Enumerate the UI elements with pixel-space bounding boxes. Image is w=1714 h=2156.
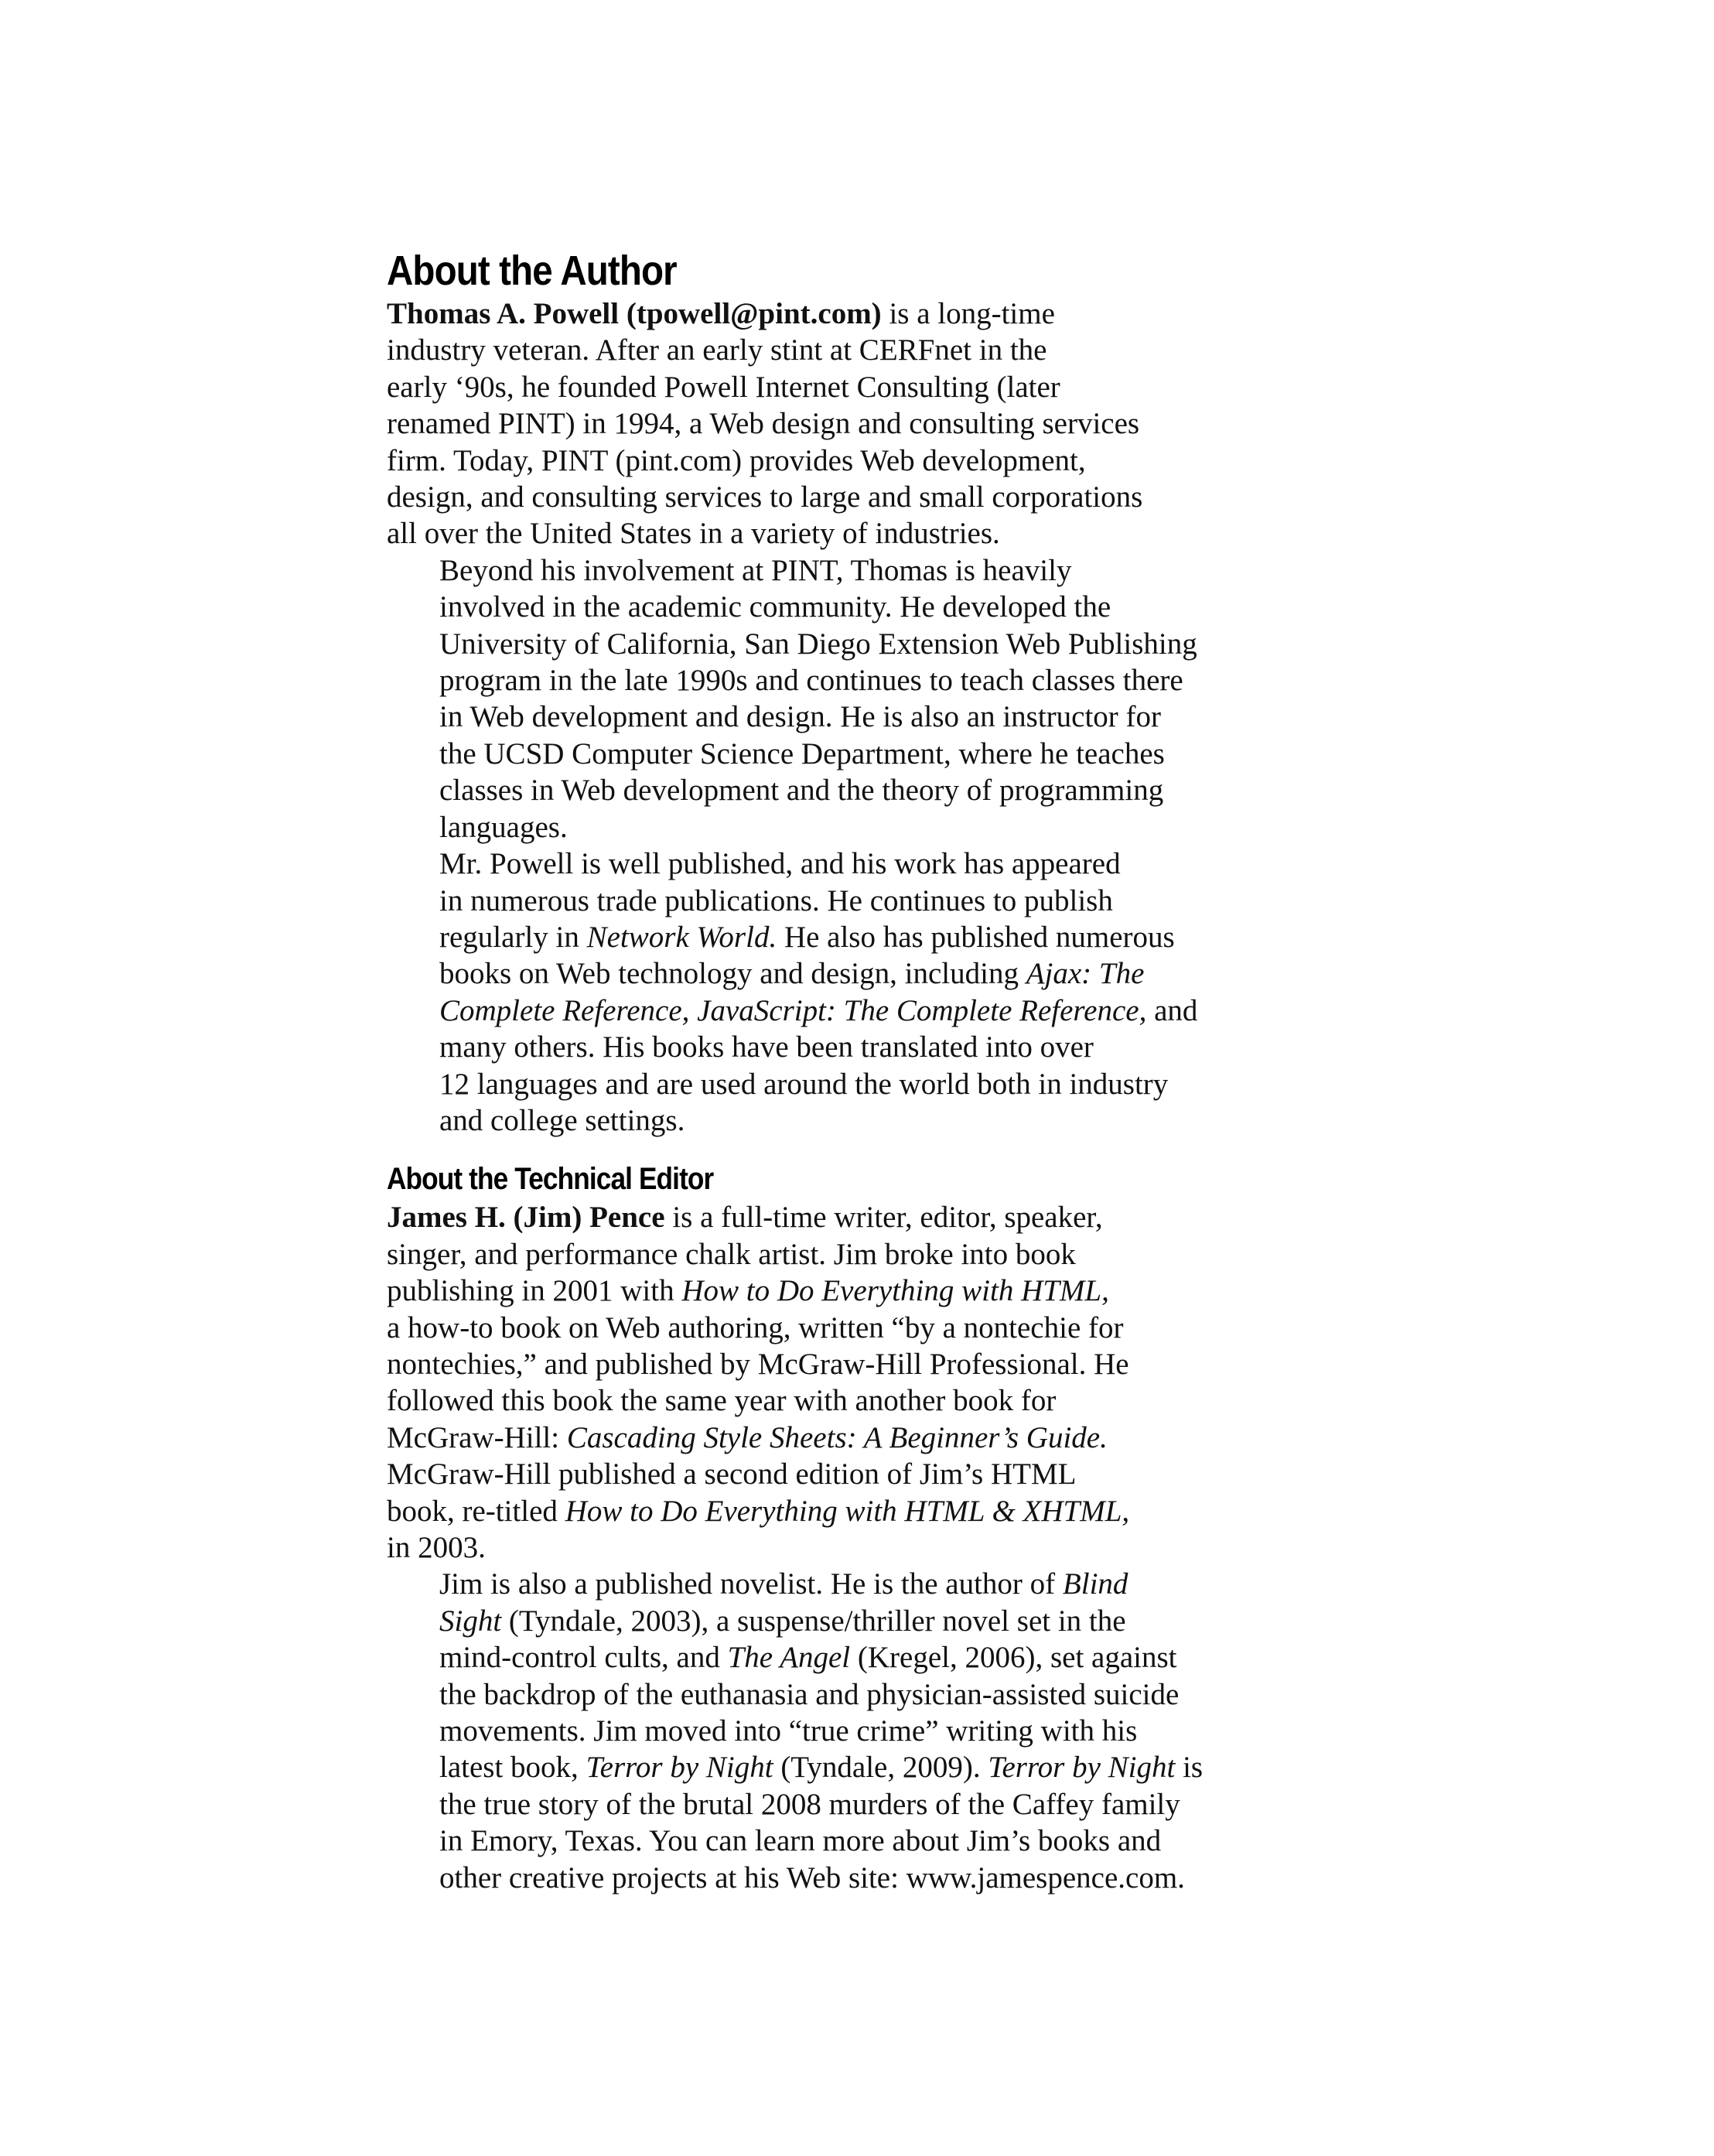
text-line: [387, 1102, 1276, 1139]
text-run: He also has published numerous: [777, 920, 1175, 954]
text-run: Beyond his involvement at PINT, Thomas is heavily: [439, 553, 1072, 587]
text-line: [387, 1236, 1276, 1273]
text-line: [387, 442, 1276, 479]
text-line: [387, 846, 1276, 882]
text-line: [387, 772, 1276, 808]
text-line: [387, 1199, 1276, 1235]
text-line: [387, 369, 1276, 405]
text-run: in 2003.: [387, 1531, 486, 1564]
text-line: [387, 515, 1276, 552]
text-run: McGraw-Hill:: [387, 1420, 567, 1454]
text-line: [387, 1603, 1276, 1639]
italic-text: Complete Reference, JavaScript: The Complete Reference,: [439, 993, 1147, 1027]
bold-text: Thomas A. Powell (tpowell@pint.com): [387, 297, 882, 330]
text-line: [387, 1639, 1276, 1676]
text-run: program in the late 1990s and continues to teach classes there: [439, 664, 1183, 698]
text-run: (Tyndale, 2003), a suspense/thriller novel set in the: [501, 1604, 1126, 1638]
text-line: [387, 1749, 1276, 1785]
text-line: [387, 1382, 1276, 1419]
text-run: publishing in 2001 with: [387, 1274, 682, 1308]
text-line: [387, 1529, 1276, 1566]
text-run: involved in the academic community. He developed the: [439, 590, 1111, 624]
text-line: [387, 479, 1276, 515]
text-run: renamed PINT) in 1994, a Web design and consulting services: [387, 407, 1140, 441]
text-line: [387, 332, 1276, 368]
text-line: [387, 1310, 1276, 1346]
italic-text: How to Do Everything with HTML,: [681, 1274, 1109, 1308]
text-run: in Emory, Texas. You can learn more about Jim’s books and: [439, 1824, 1162, 1858]
text-run: (Tyndale, 2009).: [773, 1751, 988, 1785]
text-line: [387, 662, 1276, 699]
italic-text: The Angel: [727, 1641, 851, 1675]
text-line: [387, 1029, 1276, 1065]
text-line: [387, 1420, 1276, 1456]
text-run: classes in Web development and the theory of programming: [439, 774, 1164, 808]
text-line: [387, 955, 1276, 992]
text-run: 12 languages and are used around the world both in industry: [439, 1067, 1169, 1101]
text-run: the true story of the brutal 2008 murders of the Caffey family: [439, 1787, 1180, 1821]
text-line: [387, 1493, 1276, 1529]
editor-paragraph-1: [387, 1199, 1276, 1566]
text-run: all over the United States in a variety of industries.: [387, 517, 1000, 551]
page-content: [387, 246, 1276, 1896]
text-run: is a full-time writer, editor, speaker,: [664, 1201, 1103, 1235]
text-line: [387, 552, 1276, 589]
bold-text: James H. (Jim) Pence: [387, 1201, 665, 1235]
text-line: [387, 809, 1276, 846]
text-run: latest book,: [439, 1751, 586, 1785]
text-line: [387, 1823, 1276, 1859]
text-run: movements. Jim moved into “true crime” writing with his: [439, 1714, 1138, 1748]
italic-text: How to Do Everything with HTML & XHTML,: [565, 1494, 1130, 1528]
text-run: followed this book the same year with another book for: [387, 1384, 1057, 1418]
text-line: [387, 919, 1276, 955]
text-run: many others. His books have been translated into over: [439, 1030, 1094, 1064]
text-line: [387, 405, 1276, 442]
text-line: [387, 626, 1276, 662]
text-run: regularly in: [439, 920, 587, 954]
italic-text: Network World.: [586, 920, 777, 954]
text-line: [387, 1566, 1276, 1602]
italic-text: Ajax: The: [1026, 957, 1145, 991]
text-line: [387, 1860, 1276, 1896]
text-run: design, and consulting services to large and small corporations: [387, 480, 1143, 514]
text-run: a how-to book on Web authoring, written “by a nontechie for: [387, 1310, 1124, 1345]
text-line: [387, 296, 1276, 332]
author-paragraph-2: [387, 552, 1276, 846]
text-line: [387, 1346, 1276, 1382]
text-run: languages.: [439, 810, 568, 844]
author-heading: About the Author: [387, 248, 677, 294]
text-run: industry veteran. After an early stint at CERFnet in the: [387, 333, 1047, 367]
text-line: [387, 1456, 1276, 1492]
text-line: [387, 1713, 1276, 1749]
text-line: [387, 1786, 1276, 1823]
text-run: in Web development and design. He is also an instructor for: [439, 700, 1162, 734]
author-paragraph-3: [387, 846, 1276, 1139]
text-run: is a long-time: [881, 297, 1055, 330]
text-run: other creative projects at his Web site: www.jamespence.com.: [439, 1860, 1185, 1895]
text-run: and: [1146, 993, 1198, 1027]
text-run: in numerous trade publications. He continues to publish: [439, 883, 1113, 917]
text-run: Jim is also a published novelist. He is the author of: [439, 1567, 1063, 1601]
text-run: mind-control cults, and: [439, 1641, 728, 1675]
text-line: [387, 883, 1276, 919]
text-run: nontechies,” and published by McGraw-Hill Professional. He: [387, 1347, 1129, 1381]
editor-heading: About the Technical Editor: [387, 1162, 714, 1197]
text-run: early ‘90s, he founded Powell Internet Consulting (later: [387, 370, 1060, 404]
text-line: [387, 993, 1276, 1029]
text-line: [387, 589, 1276, 625]
text-run: the UCSD Computer Science Department, where he teaches: [439, 736, 1165, 770]
author-paragraph-1: [387, 296, 1276, 552]
text-line: [387, 1676, 1276, 1713]
text-run: singer, and performance chalk artist. Jim broke into book: [387, 1237, 1076, 1271]
italic-text: Sight: [439, 1604, 502, 1638]
text-run: firm. Today, PINT (pint.com) provides Web development,: [387, 443, 1086, 477]
text-run: and college settings.: [439, 1103, 685, 1137]
text-run: (Kregel, 2006), set against: [850, 1641, 1177, 1675]
italic-text: Terror by Night: [988, 1751, 1176, 1785]
text-run: books on Web technology and design, including: [439, 957, 1026, 991]
editor-paragraph-2: [387, 1566, 1276, 1896]
text-run: is: [1175, 1751, 1204, 1785]
italic-text: Cascading Style Sheets: A Beginner’s Guide.: [566, 1420, 1108, 1454]
text-line: [387, 699, 1276, 735]
text-line: [387, 736, 1276, 772]
text-run: book, re-titled: [387, 1494, 565, 1528]
italic-text: Terror by Night: [586, 1751, 773, 1785]
italic-text: Blind: [1062, 1567, 1128, 1601]
text-run: Mr. Powell is well published, and his work has appeared: [439, 847, 1121, 881]
text-line: [387, 1066, 1276, 1102]
text-run: University of California, San Diego Extension Web Publishing: [439, 627, 1197, 661]
text-run: McGraw-Hill published a second edition of Jim’s HTML: [387, 1457, 1077, 1491]
text-run: the backdrop of the euthanasia and physician-assisted suicide: [439, 1677, 1180, 1711]
text-line: [387, 1273, 1276, 1309]
